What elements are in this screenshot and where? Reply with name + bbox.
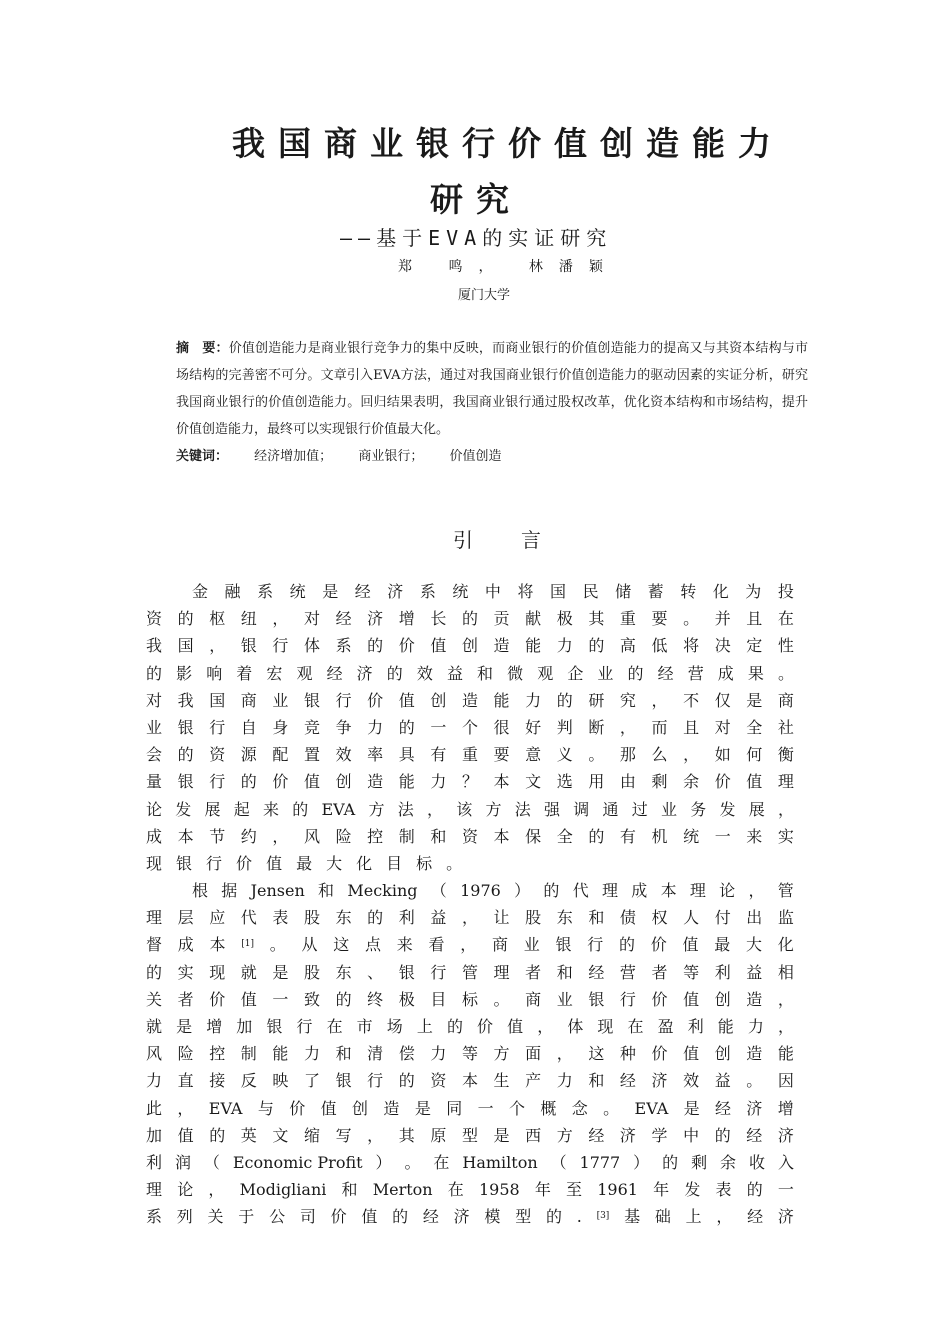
keywords-label: 关键词：: [176, 449, 229, 464]
text-line: 根 据 Jensen 和 Mecking （ 1976 ） 的 代 理 成 本 理 论 ， 管: [192, 881, 794, 901]
keyword: 经济增加值；: [254, 449, 333, 464]
paper-title: 我国商业银行价值创造能力: [232, 124, 784, 163]
text-line: 的 实 现 就 是 股 东 、 银 行 管 理 者 和 经 营 者 等 利 益 相: [146, 962, 794, 982]
paper-title-continued: 研究: [430, 180, 522, 219]
authors: 郑 鸣， 林潘颖: [398, 259, 619, 275]
paper-subtitle: ——基于EVA的实证研究: [340, 226, 613, 250]
section-heading: 引言: [453, 528, 589, 552]
text-line: 现 银 行 价 值 最 大 化 目 标 。: [146, 853, 477, 873]
text-line: 的 影 响 着 宏 观 经 济 的 效 益 和 微 观 企 业 的 经 营 成 果 。: [146, 663, 794, 683]
abstract: [146, 335, 808, 470]
text-line: 此 ， EVA 与 价 值 创 造 是 同 一 个 概 念 。 EVA 是 经 济 增: [146, 1098, 794, 1118]
text-line: 理 层 应 代 表 股 东 的 利 益 ， 让 股 东 和 债 权 人 付 出 监: [146, 908, 794, 928]
abstract-text: 价值创造能力是商业银行竞争力的集中反映，而商业银行的价值创造能力的提高又与其资本结构与市场结构的完善密不可分。文章引入EVA方法，通过对我国商业银行价值创造能力的驱动因素的实证分析，研究我国商业银行的价值创造能力。回归结果表明，我国商业银行通过股权改革，优化资本结构和市场结构，提升价值创造能力，最终可以实现银行价值最大化。: [176, 341, 808, 437]
text-line: 利 润 （ Economic Profit ） 。 在 Hamilton （ 1777 ） 的 剩 余 收 入: [146, 1152, 794, 1172]
text-line: 对 我 国 商 业 银 行 价 值 创 造 能 力 的 研 究 ， 不 仅 是 商: [146, 690, 794, 710]
text-line: 理 论 ， Modigliani 和 Merton 在 1958 年 至 1961 年 发 表 的 一: [146, 1180, 794, 1200]
text-line: 关 者 价 值 一 致 的 终 极 目 标 。 商 业 银 行 价 值 创 造 ，: [146, 989, 794, 1009]
keyword: 价值创造: [449, 449, 502, 464]
text-line: 资 的 枢 纽 ， 对 经 济 增 长 的 贡 献 极 其 重 要 。 并 且 在: [146, 609, 794, 629]
text-line: 力 直 接 反 映 了 银 行 的 资 本 生 产 力 和 经 济 效 益 。 因: [146, 1071, 794, 1091]
body-text: [146, 578, 794, 1231]
keywords: [146, 443, 808, 470]
text-line: 量 银 行 的 价 值 创 造 能 力 ？ 本 文 选 用 由 剩 余 价 值 理: [146, 772, 794, 792]
abstract-label: 摘 要：: [176, 341, 229, 356]
text-line: 就 是 增 加 银 行 在 市 场 上 的 价 值 ， 体 现 在 盈 利 能 力 ，: [146, 1017, 794, 1036]
affiliation: 厦门大学: [458, 288, 511, 303]
text-line: 我 国 ， 银 行 体 系 的 价 值 创 造 能 力 的 高 低 将 决 定 性: [146, 636, 794, 656]
text-line: 加 值 的 英 文 缩 写 ， 其 原 型 是 西 方 经 济 学 中 的 经 济: [146, 1125, 794, 1145]
text-line: 系 列 关 于 公 司 价 值 的 经 济 模 型 的 . [3] 基 础 上 ， 经 济: [146, 1207, 794, 1227]
text-line: 业 银 行 自 身 竞 争 力 的 一 个 很 好 判 断 ， 而 且 对 全 社: [146, 717, 794, 737]
keyword: 商业银行；: [358, 449, 424, 464]
text-line: 金 融 系 统 是 经 济 系 统 中 将 国 民 储 蓄 转 化 为 投: [192, 582, 794, 601]
text-line: 会 的 资 源 配 置 效 率 具 有 重 要 意 义 。 那 么 ， 如 何 衡: [146, 745, 794, 765]
text-line: 风 险 控 制 能 力 和 清 偿 力 等 方 面 ， 这 种 价 值 创 造 能: [146, 1044, 794, 1064]
text-line: 成 本 节 约 ， 风 险 控 制 和 资 本 保 全 的 有 机 统 一 来 实: [146, 826, 794, 846]
text-line: 督 成 本 [1] 。 从 这 点 来 看 ， 商 业 银 行 的 价 值 最 大 化: [146, 935, 794, 955]
text-line: 论 发 展 起 来 的 EVA 方 法 ， 该 方 法 强 调 通 过 业 务 发 展 ，: [146, 799, 794, 819]
